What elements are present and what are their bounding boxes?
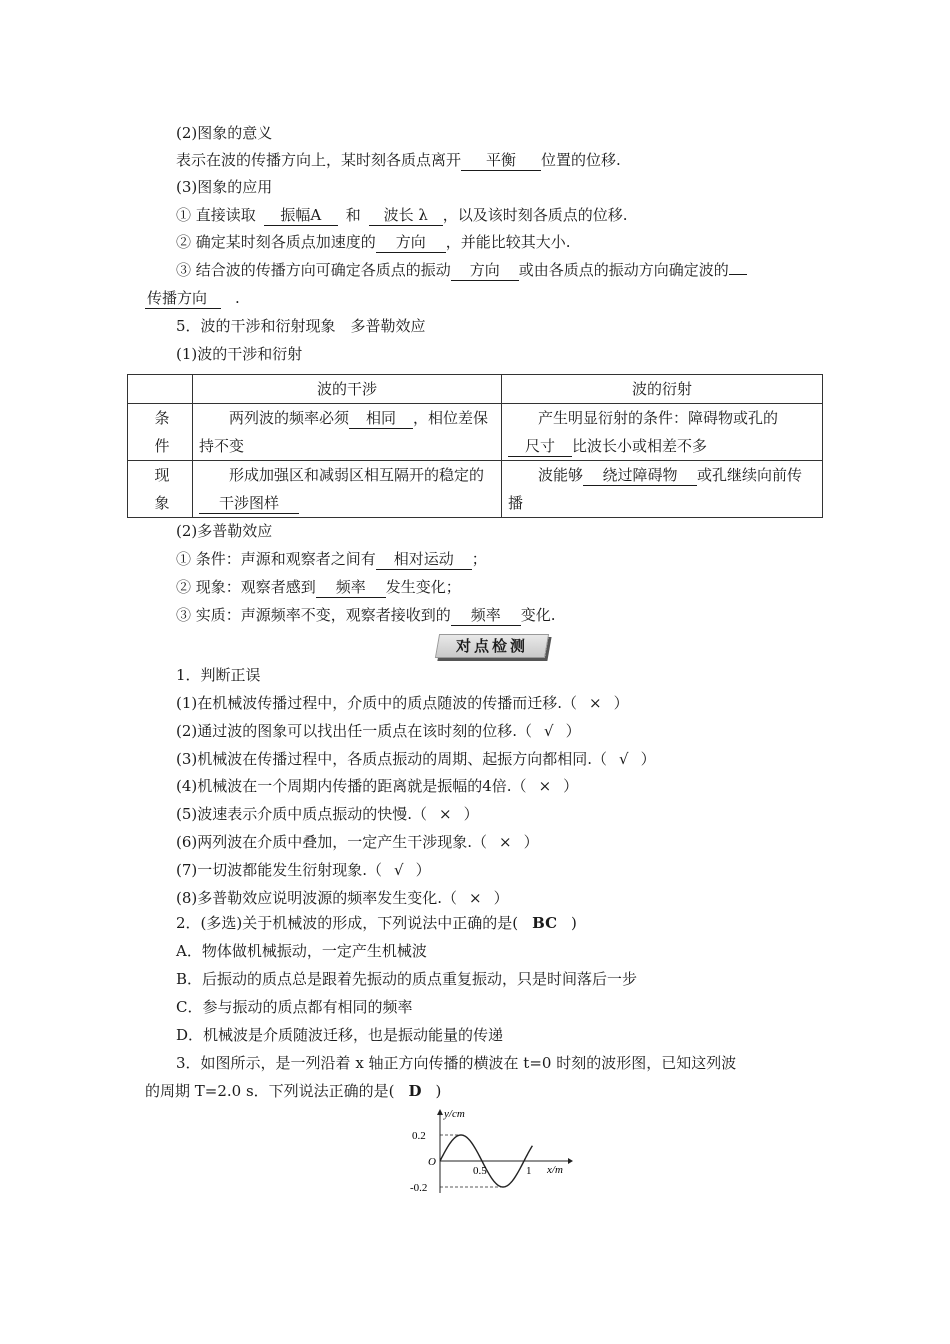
text-fragment: 两列波的频率必须	[229, 409, 350, 427]
option-d: D．机械波是介质随波迁移，也是振动能量的传递	[176, 1026, 504, 1044]
application-item-3	[176, 257, 846, 283]
judgement-item	[176, 690, 846, 716]
wave-chart	[410, 1107, 580, 1195]
answer-blank: 波长 λ	[369, 205, 443, 226]
question-3-stem-line-1: 3．如图所示，是一列沿着 x 轴正方向传播的横波在 t=0 时刻的波形图，已知这列波	[176, 1054, 737, 1072]
y-axis-label: y/cm	[444, 1108, 465, 1120]
text-fragment: 形成加强区和减弱区相互隔开的稳定的	[229, 466, 485, 484]
judgement-item	[176, 885, 846, 911]
judgement-close: ）	[463, 805, 479, 824]
table-cell-diffraction-condition	[502, 404, 823, 461]
origin-label: O	[428, 1156, 436, 1168]
judgement-mark: ×	[589, 694, 602, 712]
answer-blank: 绕过障碍物	[583, 465, 697, 486]
text-fragment: ；	[471, 550, 487, 568]
doppler-condition	[176, 546, 846, 572]
x-axis-arrow	[568, 1158, 573, 1164]
heading-image-meaning: (2)图象的意义	[176, 124, 273, 142]
judgement-close: ）	[565, 721, 581, 740]
table-row-label-condition: 条件	[128, 404, 193, 461]
text-fragment: )	[435, 1082, 442, 1100]
x-tick-label: 0.5	[473, 1165, 487, 1177]
answer-blank: 传播方向	[145, 288, 221, 309]
text-fragment: 或孔继续向前传播	[508, 466, 803, 512]
text-fragment: 变化.	[520, 606, 556, 624]
judgement-text: (3)机械波在传播过程中，各质点振动的周期、起振方向都相同.（	[176, 749, 608, 768]
application-item-1	[176, 202, 846, 228]
answer-blank: 频率	[316, 577, 386, 598]
judgement-item	[176, 801, 846, 827]
application-item-3-cont	[145, 285, 815, 311]
table-row-label-phenomenon: 现象	[128, 461, 193, 518]
judgement-close: ）	[415, 860, 431, 879]
judgement-text: (1)在机械波传播过程中，介质中的质点随波的传播而迁移.（	[176, 694, 578, 712]
interference-diffraction-table	[127, 374, 823, 518]
judgement-item	[176, 718, 846, 744]
judgement-mark: ×	[439, 805, 452, 824]
text-fragment: .	[235, 289, 240, 307]
text-fragment: ，以及该时刻各质点的位移.	[442, 206, 628, 224]
judgement-text: (4)机械波在一个周期内传播的距离就是振幅的4倍.（	[176, 777, 527, 796]
table-cell-diffraction-phenomenon	[502, 461, 823, 518]
question-2-answer: BC	[532, 914, 558, 932]
table-cell-interference-condition	[193, 404, 502, 461]
judgement-mark: ×	[538, 777, 552, 796]
text-fragment: ① 条件：声源和观察者之间有	[176, 550, 376, 568]
judgement-close: ）	[640, 749, 656, 768]
judgement-item	[176, 829, 846, 855]
text-fragment: 发生变化；	[385, 578, 461, 596]
answer-blank: 干涉图样	[199, 493, 299, 514]
doppler-essence	[176, 602, 846, 628]
section-badge	[435, 634, 549, 658]
judgement-item	[176, 746, 846, 772]
wave-figure	[410, 1107, 580, 1199]
y-tick-label: 0.2	[412, 1130, 426, 1142]
text-fragment: 或由各质点的振动方向确定波的	[518, 261, 729, 279]
question-1-title: 1．判断正误	[176, 666, 261, 684]
table-header-interference: 波的干涉	[193, 375, 502, 404]
text-fragment: ② 确定某时刻各质点加速度的	[176, 233, 376, 251]
text-fragment: 的周期 T=2.0 s．下列说法正确的是(	[145, 1082, 395, 1100]
option-c: C．参与振动的质点都有相同的频率	[176, 998, 413, 1016]
judgement-text: (7)一切波都能发生衍射现象.（	[176, 860, 383, 879]
answer-blank: 相同	[349, 408, 413, 429]
answer-blank: 方向	[376, 232, 446, 253]
question-3-stem-line-2	[145, 1078, 815, 1104]
text-fragment: )	[571, 914, 577, 932]
text-fragment: ③ 结合波的传播方向可确定各质点的振动	[176, 261, 451, 279]
doppler-heading: (2)多普勒效应	[176, 522, 273, 540]
table-cell-interference-phenomenon	[193, 461, 502, 518]
badge-label: 对点检测	[455, 637, 528, 655]
judgement-close: ）	[613, 694, 629, 712]
judgement-mark: ×	[499, 833, 512, 851]
text-fragment: ③ 实质：声源频率不变，观察者接收到的	[176, 606, 451, 624]
judgement-text: (2)通过波的图象可以找出任一质点在该时刻的位移.（	[176, 721, 533, 740]
x-axis-label: x/m	[547, 1164, 563, 1176]
option-b: B．后振动的质点总是跟着先振动的质点重复振动，只是时间落后一步	[176, 970, 638, 988]
judgement-close: ）	[523, 833, 539, 851]
interference-diffraction-heading: (1)波的干涉和衍射	[176, 345, 303, 363]
answer-blank: 平衡	[461, 150, 541, 171]
answer-blank-start	[729, 274, 747, 275]
judgement-mark: √	[394, 860, 404, 879]
text-fragment: 和	[345, 206, 361, 224]
judgement-mark: ×	[469, 888, 482, 907]
judgement-item	[176, 773, 846, 799]
answer-blank: 方向	[451, 260, 519, 281]
answer-blank: 频率	[451, 605, 521, 626]
y-tick-label: -0.2	[410, 1182, 428, 1194]
judgement-text: (8)多普勒效应说明波源的频率发生变化.（	[176, 888, 458, 907]
table-corner-cell	[128, 375, 193, 404]
question-3-answer: D	[408, 1082, 422, 1100]
text-fragment: 波能够	[538, 466, 584, 484]
y-axis-arrow	[437, 1109, 443, 1115]
text-fragment: 位置的位移.	[541, 151, 621, 169]
answer-blank: 振幅A	[264, 205, 338, 226]
image-meaning-text	[176, 147, 846, 173]
doppler-phenomenon	[176, 574, 846, 600]
option-a: A．物体做机械振动，一定产生机械波	[176, 942, 427, 960]
text-fragment: ，相位差保持不变	[199, 409, 489, 455]
text-fragment: 比波长小或相差不多	[572, 437, 708, 455]
judgement-text: (6)两列波在介质中叠加，一定产生干涉现象.（	[176, 833, 488, 851]
judgement-item	[176, 857, 846, 883]
answer-blank: 相对运动	[376, 549, 472, 570]
section-5-heading: 5．波的干涉和衍射现象 多普勒效应	[176, 317, 426, 335]
judgement-close: ）	[563, 777, 579, 796]
x-tick-label: 1	[526, 1165, 532, 1177]
text-fragment: 表示在波的传播方向上，某时刻各质点离开	[176, 151, 462, 169]
text-fragment: 产生明显衍射的条件：障碍物或孔的	[538, 409, 779, 427]
judgement-mark: √	[619, 749, 629, 768]
text-fragment: ，并能比较其大小.	[445, 233, 571, 251]
text-fragment: 2．(多选)关于机械波的形成，下列说法中正确的是(	[176, 914, 519, 932]
answer-blank: 尺寸	[508, 436, 572, 457]
table-header-diffraction: 波的衍射	[502, 375, 823, 404]
judgement-mark: √	[544, 721, 554, 740]
application-item-2	[176, 229, 846, 255]
judgement-text: (5)波速表示介质中质点振动的快慢.（	[176, 805, 428, 824]
heading-image-application: (3)图象的应用	[176, 178, 273, 196]
judgement-close: ）	[493, 888, 509, 907]
text-fragment: ① 直接读取	[176, 206, 256, 224]
text-fragment: ② 现象：观察者感到	[176, 578, 316, 596]
question-2-stem	[176, 910, 846, 936]
